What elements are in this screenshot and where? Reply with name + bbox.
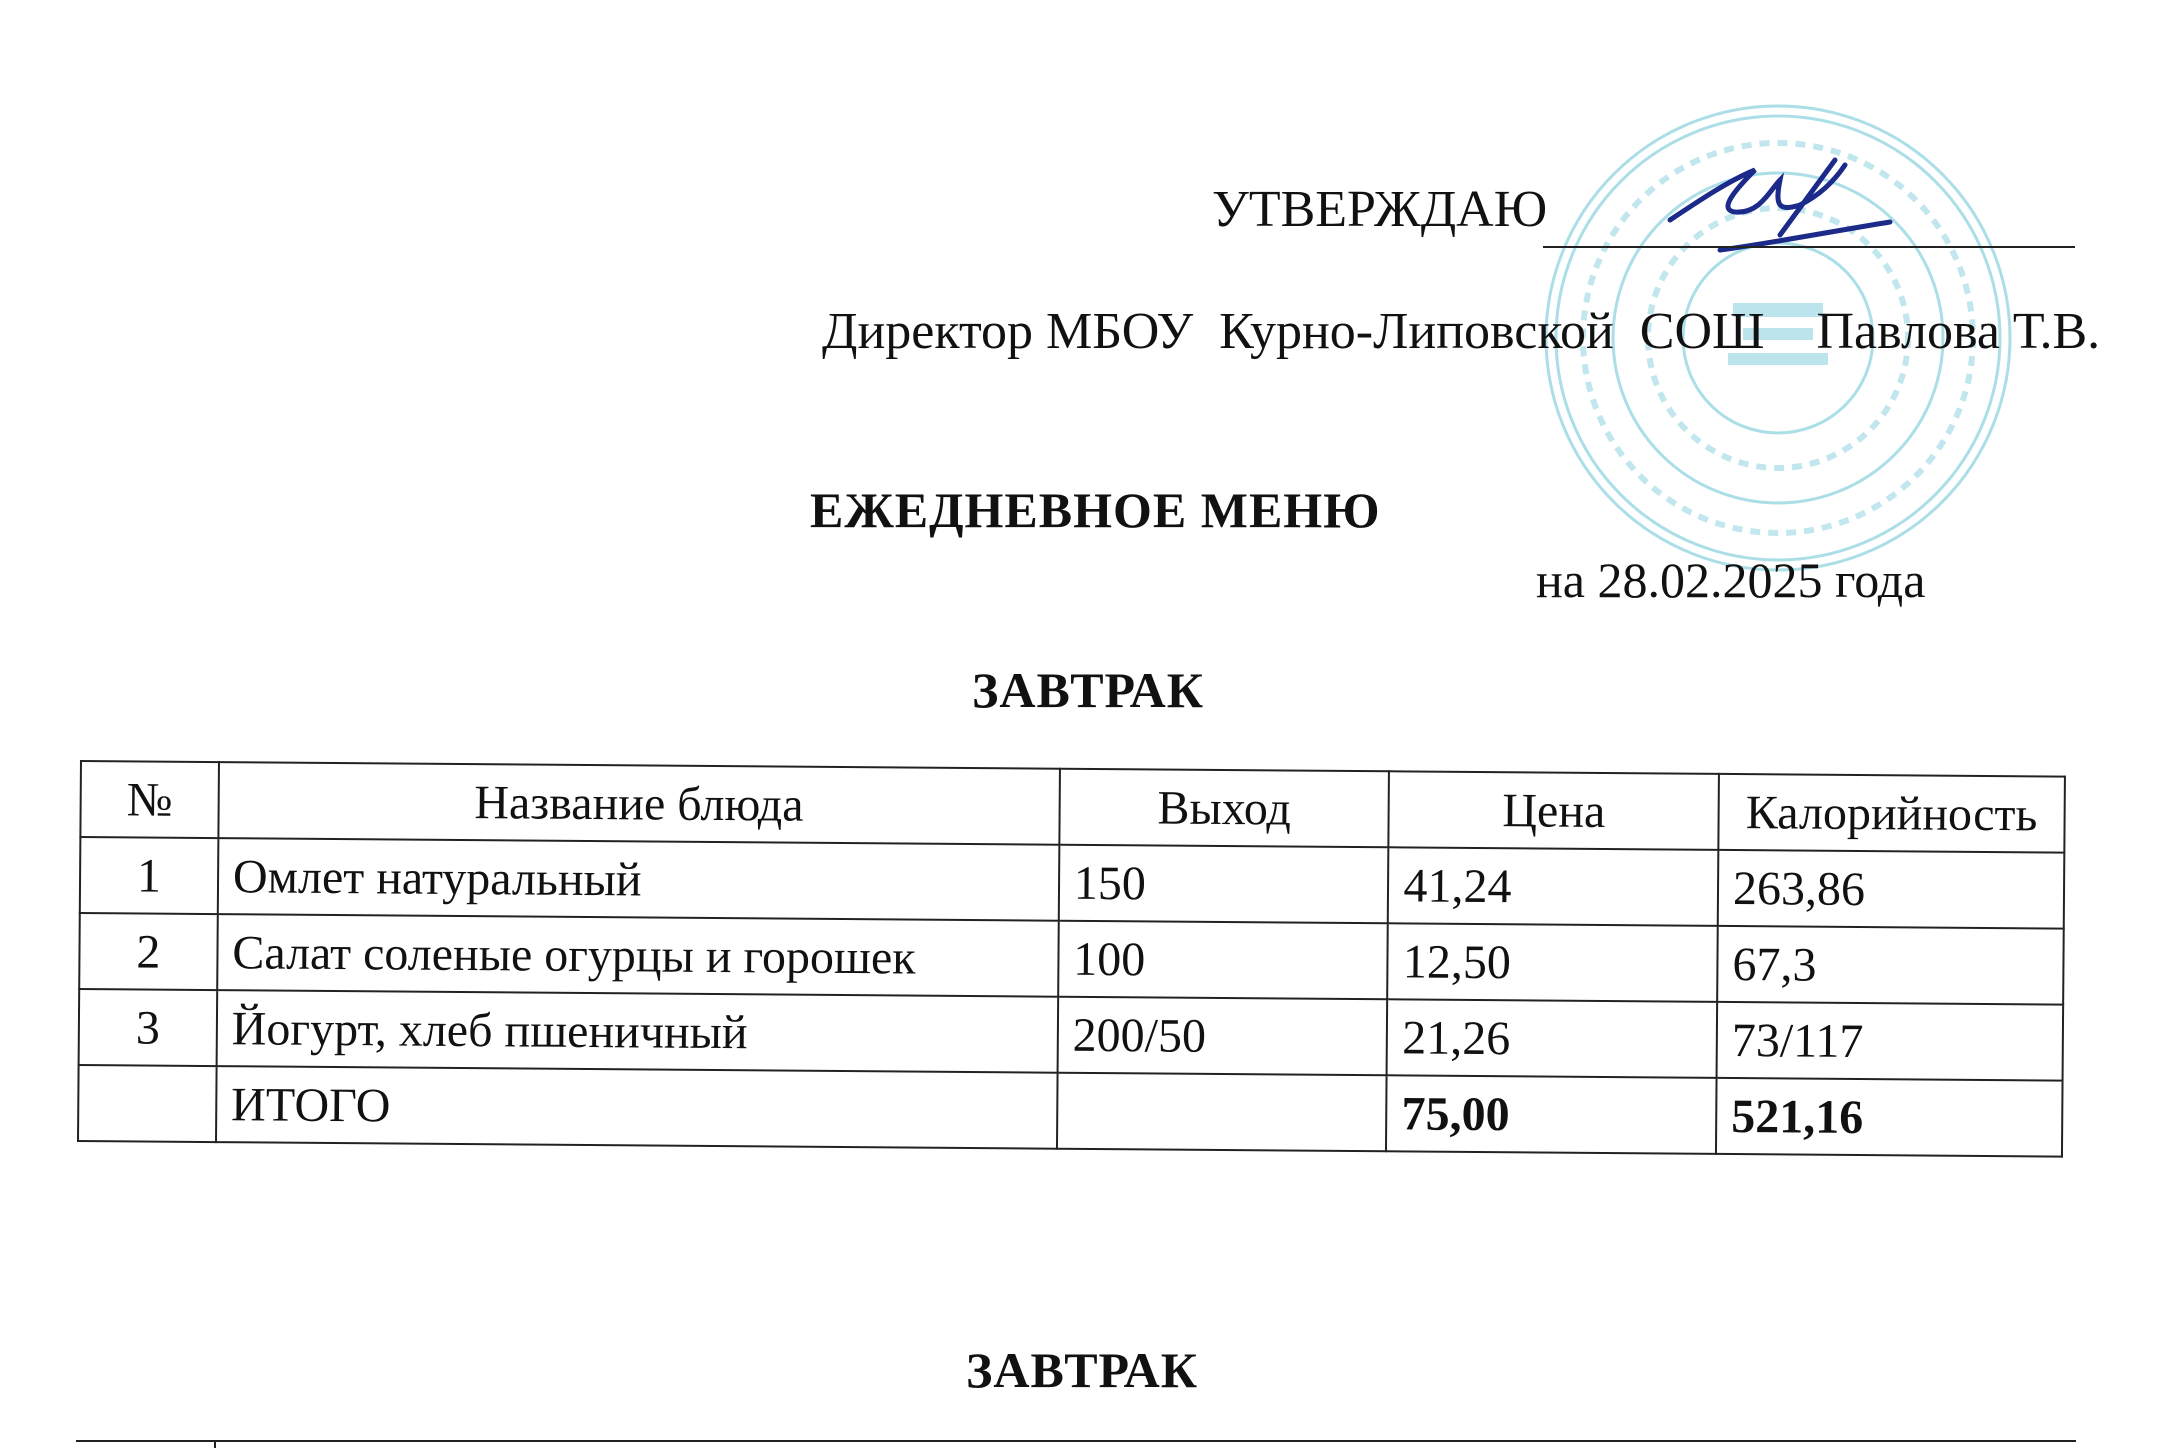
column-header-calories: Калорийность [1718, 774, 2065, 853]
signature-icon [1660, 150, 1900, 280]
row-number: 1 [80, 837, 218, 914]
total-yield [1057, 1073, 1387, 1152]
row-number [78, 1065, 216, 1142]
director-line: Директор МБОУ Курно-Липовской СОШ Павлова Т.В. [822, 303, 2101, 360]
dish-calories: 67,3 [1717, 926, 2064, 1005]
column-header-number: № [80, 761, 218, 838]
column-header-price: Цена [1389, 771, 1719, 850]
dish-name: Салат соленые огурцы и горошек [217, 914, 1058, 997]
approve-label: УТВЕРЖДАЮ [1212, 181, 1548, 238]
row-number: 2 [79, 913, 217, 990]
menu-table [77, 760, 2066, 1158]
dish-name: Омлет натуральный [218, 838, 1059, 921]
signature-line [1543, 246, 2075, 248]
menu-date: на 28.02.2025 года [1536, 552, 1926, 608]
row-number: 3 [79, 989, 217, 1066]
total-price: 75,00 [1386, 1075, 1716, 1154]
dish-price: 41,24 [1388, 847, 1718, 926]
dish-yield: 100 [1058, 921, 1388, 1000]
dish-calories: 263,86 [1718, 850, 2065, 929]
column-header-yield: Выход [1059, 769, 1389, 848]
dish-price: 21,26 [1387, 999, 1717, 1078]
dish-name: Йогурт, хлеб пшеничный [216, 990, 1057, 1073]
page-title: ЕЖЕДНЕВНОЕ МЕНЮ [810, 482, 1381, 538]
dish-price: 12,50 [1388, 923, 1718, 1002]
second-table-top-edge [76, 1440, 2076, 1448]
column-header-dish: Название блюда [218, 762, 1059, 845]
section-title-breakfast-2: ЗАВТРАК [966, 1342, 1199, 1398]
total-row [78, 1065, 2063, 1157]
dish-calories: 73/117 [1717, 1002, 2064, 1081]
total-label: ИТОГО [216, 1066, 1057, 1149]
dish-yield: 200/50 [1057, 997, 1387, 1076]
dish-yield: 150 [1059, 845, 1389, 924]
total-calories: 521,16 [1716, 1078, 2063, 1157]
section-title-breakfast: ЗАВТРАК [972, 662, 1205, 718]
